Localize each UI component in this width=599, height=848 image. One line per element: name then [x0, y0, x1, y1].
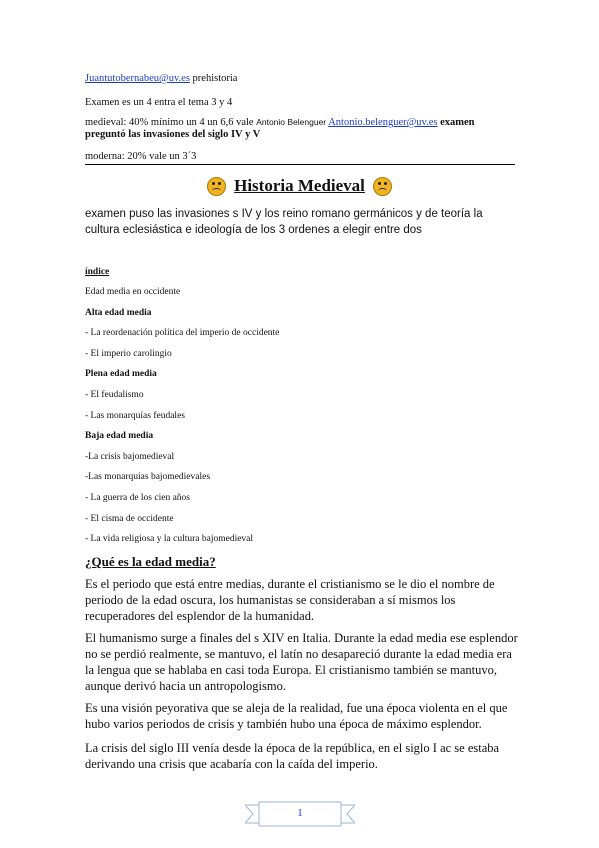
sad-face-icon	[207, 177, 226, 196]
section-heading: ¿Qué es la edad media?	[85, 554, 216, 569]
index-item: - El cisma de occidente	[85, 513, 174, 524]
index-section-heading: Plena edad media	[85, 369, 157, 380]
index-section-heading: Alta edad media	[85, 307, 152, 318]
index-item: -La crisis bajomedieval	[85, 451, 175, 462]
header-line-4: preguntó las invasiones del siglo IV y V	[85, 129, 261, 140]
header-line-1	[85, 73, 237, 84]
page-title: Historia Medieval	[234, 176, 365, 195]
index-item: - La vida religiosa y la cultura bajomedieval	[85, 534, 254, 545]
index-section-heading: Baja edad media	[85, 431, 154, 442]
header-line-3-text: medieval: 40% mínimo un 4 un 6,6 vale	[85, 117, 254, 128]
index-item: - La guerra de los cien años	[85, 493, 190, 503]
index-heading: índice	[85, 267, 110, 277]
index-item: - El imperio carolingio	[85, 348, 172, 359]
page-number-banner	[245, 801, 355, 827]
header-line-5: moderna: 20% vale un 3´3	[85, 151, 197, 162]
paragraph-2: El humanismo surge a finales del s XIV en Italia. Durante la edad media ese esplendor no se perdió realmente, se mantuvo, el latín no desapareció durante la edad media era la lengua que se hablaba en casi toda Europa. El cristianismo también se mantuvo, aunque derivó hacia un antropologismo.	[85, 631, 518, 693]
sad-face-icon	[373, 177, 392, 196]
index-item: - La reordenación política del imperio de occidente	[85, 328, 280, 339]
index-item: - El feudalismo	[85, 390, 144, 400]
paragraph-4: La crisis del siglo III venía desde la época de la república, en el siglo I ac se estaba derivando una crisis que acabaría con la caída del imperio.	[85, 741, 500, 771]
paragraph-1: Es el periodo que está entre medias, durante el cristianismo se le dio el nombre de periodo de la edad oscura, los humanistas se consideraban a sí mismos los recuperadores del esplendor de la humanidad.	[85, 577, 495, 623]
header-line-3-bold: examen	[440, 117, 475, 128]
index-item: Edad media en occidente	[85, 287, 181, 297]
professor-name: Antonio Belenguer	[256, 117, 327, 127]
index-item: - Las monarquías feudales	[85, 410, 185, 421]
intro-text: examen puso las invasiones s IV y los reino romano germánicos y de teoría la cultura eclesiástica e ideología de los 3 ordenes a elegir entre dos	[85, 208, 483, 236]
title-row	[0, 176, 599, 196]
index-item: -Las monarquías bajomedievales	[85, 472, 211, 483]
header-line-1-text: prehistoria	[189, 73, 238, 84]
separator-line	[85, 164, 515, 165]
page-number: 1	[297, 807, 303, 819]
email-link-juan[interactable]: Juantutobernabeu@uv.es	[85, 73, 190, 84]
paragraph-3: Es una visión peyorativa que se aleja de la realidad, fue una época violenta en el que hubo varios periodos de crisis y también hubo una época de máximo esplendor.	[85, 701, 508, 731]
header-line-3	[85, 117, 475, 128]
email-link-antonio[interactable]: Antonio.belenguer@uv.es	[328, 117, 438, 128]
header-line-2: Examen es un 4 entra el tema 3 y 4	[85, 97, 233, 108]
